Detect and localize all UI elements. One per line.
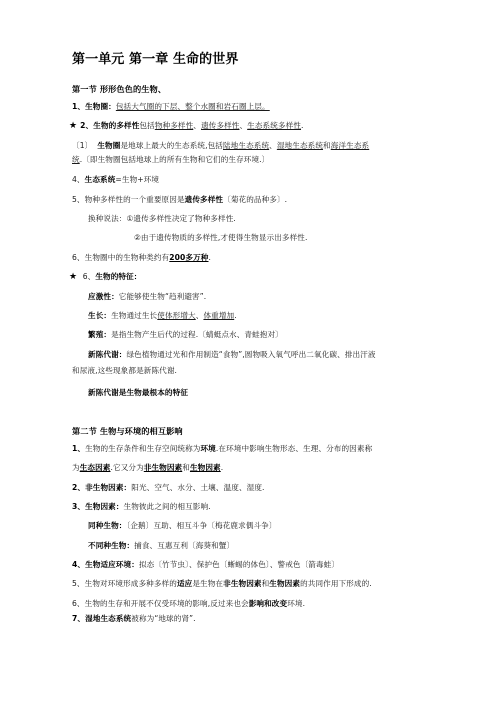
section-heading-1: 第一节 形形色色的生物、	[72, 84, 167, 94]
item-1	[72, 102, 270, 112]
item-number: 7、	[72, 614, 86, 623]
term: 繁殖：	[88, 330, 112, 339]
term-ecological-factor: 生态因素	[79, 463, 111, 472]
text: 体重增加	[203, 311, 235, 320]
feature-metabolism	[88, 350, 376, 360]
genetic-diversity: 遗传多样性	[200, 121, 240, 130]
species-count: 200多万种	[169, 253, 209, 262]
text: 生物圈中的生物种类约有	[84, 253, 170, 262]
text: 生物对环境形成多种多样的	[84, 579, 177, 588]
text: 绿色植物通过光和作用制造“食物”,圆物吸入氧气呼出二氧化碳、排出汗液	[126, 350, 376, 359]
term: 非生物因素：	[85, 483, 132, 492]
term-abiotic-factor: 非生物因素	[143, 463, 183, 472]
item-env-1	[72, 444, 372, 454]
item-number: 1、	[72, 444, 86, 453]
term: 适应	[176, 579, 193, 588]
feature-metabolism-continued: 和尿液,这些现象都是新陈代谢.	[72, 366, 178, 375]
item-number: 4、	[72, 175, 85, 184]
term: 生物因素：	[85, 502, 124, 511]
item-number: 1、	[72, 102, 86, 111]
text: 为	[72, 463, 80, 472]
text: 、	[269, 141, 277, 150]
different-species	[88, 541, 234, 551]
item-6	[72, 253, 211, 263]
term-life-features: 生物的特征：	[95, 272, 142, 281]
text: 阳光、空气、水分、土壤、温度、湿度.	[131, 483, 265, 492]
item-env-4	[72, 560, 339, 570]
term: 生长：	[88, 311, 112, 320]
text: 是地球上最大的生态系统,包括	[120, 141, 223, 150]
text: 被称为“地球的肾”.	[131, 614, 196, 623]
text: 环境.	[287, 599, 306, 608]
chapter-title: 第一单元 第一章 生命的世界	[72, 52, 239, 67]
text: .它又分为	[110, 463, 144, 472]
item-number: 2、	[80, 121, 94, 130]
text: 和	[323, 141, 331, 150]
item-env-6	[72, 599, 305, 609]
wetland-ecosystem: 湿地生态系统	[276, 141, 324, 150]
item-5-alt: 换种说法：①遗传多样性决定了物种多样性.	[88, 214, 236, 223]
ocean-ecosystem: 海洋生态系	[330, 141, 370, 150]
term: 生物适应环境：	[85, 560, 139, 569]
text: 生物因素	[269, 579, 301, 588]
text: 和	[182, 463, 190, 472]
item-number: 3、	[72, 502, 86, 511]
term-environment: 环境	[200, 444, 216, 453]
item-env-7	[72, 614, 196, 624]
biosphere-definition: 包括大气圈的下层、整个水圈和岩石圈上层。	[115, 102, 270, 111]
term: 新陈代谢：	[88, 350, 127, 359]
text: 是指生物产生后代的过程.〔蜻蜓点水、青蛙抱对〕	[111, 330, 283, 339]
term-biosphere: 生物圈：	[85, 102, 116, 111]
item-number: 6、	[82, 272, 96, 281]
term-biotic-factor: 生物因素	[189, 463, 221, 472]
biosphere-note: .〔即生物圈包括地球上的所有生物和它们的生存环境.〕	[79, 155, 270, 164]
item-number: 5、	[72, 579, 85, 588]
text: .	[208, 253, 212, 262]
item-3	[72, 141, 369, 151]
feature-growth	[88, 311, 237, 321]
ecosystem-diversity: 生态系统多样性	[247, 121, 302, 130]
term: 湿地生态系统	[85, 614, 132, 623]
text: 是生物在	[192, 579, 224, 588]
ocean-ecosystem-end: 统	[72, 155, 80, 164]
item-env-5	[72, 579, 372, 589]
species-diversity: 物种多样性	[154, 121, 194, 130]
term-genetic-diversity: 遗传多样性	[184, 195, 224, 204]
text: 生物的生存条件和生存空间统称为	[85, 444, 201, 453]
text: 非生物因素	[223, 579, 262, 588]
same-species	[88, 521, 277, 531]
text: 〔企鹅〕互助、相互斗争〔梅花鹿求偶斗争〕	[126, 521, 277, 530]
item-env-3	[72, 502, 211, 512]
land-ecosystem: 陆地生态系统	[222, 141, 270, 150]
star-icon: ★	[69, 272, 78, 282]
feature-irritability	[88, 292, 206, 302]
text: 、	[195, 311, 204, 320]
text: .在环境中影响生物形态、生理、分布的因素称	[215, 444, 373, 453]
term-biosphere: 生物圈	[97, 141, 121, 150]
term: 应激性：	[88, 292, 119, 301]
text: .	[220, 463, 224, 472]
text: .	[234, 311, 237, 320]
item-number: 6、	[72, 599, 85, 608]
term: 影响和改变	[248, 599, 288, 608]
text: 包括	[139, 121, 155, 130]
text: 生物的生存和开展不仅受环境的影响,反过来也会	[84, 599, 249, 608]
text: 和	[261, 579, 270, 588]
item-3-continued	[72, 155, 269, 165]
text: 捕食、互惠互利〔海葵和蟹〕	[134, 541, 235, 550]
item-env-2	[72, 483, 265, 493]
text: 生物彼此之间的相互影响.	[123, 502, 211, 511]
item-number: 6、	[72, 253, 85, 262]
item-number: 〔1〕	[72, 141, 93, 150]
term-biodiversity: 生物的多样性	[93, 121, 140, 130]
term: 同种生物：	[88, 521, 127, 530]
text: .	[301, 121, 304, 130]
term-ecosystem: 生态系统	[84, 175, 116, 184]
text: 、	[193, 121, 201, 130]
text: 拟态〔竹节虫〕、保护色〔蜥蜴的体色〕、警戒色〔箭毒蛙〕	[138, 560, 340, 569]
ecosystem-formula: =生物+环境	[115, 175, 160, 184]
term: 不同种生物：	[88, 541, 135, 550]
text: 、	[239, 121, 248, 130]
item-number: 4、	[72, 560, 86, 569]
item-5	[72, 195, 287, 205]
text: 生物通过生长	[111, 311, 158, 320]
text: 它能够使生物“趋利避害”.	[118, 292, 207, 301]
item-2	[69, 121, 304, 131]
text: 物种多样性的一个重要原因是	[84, 195, 185, 204]
item-7	[69, 272, 141, 282]
item-number: 2、	[72, 483, 86, 492]
star-icon: ★	[69, 121, 78, 131]
text: 〔菊花的品种多〕.	[223, 195, 288, 204]
text: 的共同作用下形成的.	[300, 579, 372, 588]
section-heading-2: 第二节 生物与环境的相互影响	[72, 426, 183, 436]
item-env-1-continued	[72, 463, 223, 473]
item-number: 5、	[72, 195, 85, 204]
item-5-alt-2: ②由于遗传物质的多样性,才使得生物显示出多样性.	[134, 233, 308, 242]
feature-reproduction	[88, 330, 283, 340]
text: 使体形增大	[157, 311, 196, 320]
item-4	[72, 175, 159, 185]
metabolism-key-point: 新陈代谢是生物最根本的特征	[88, 388, 189, 397]
